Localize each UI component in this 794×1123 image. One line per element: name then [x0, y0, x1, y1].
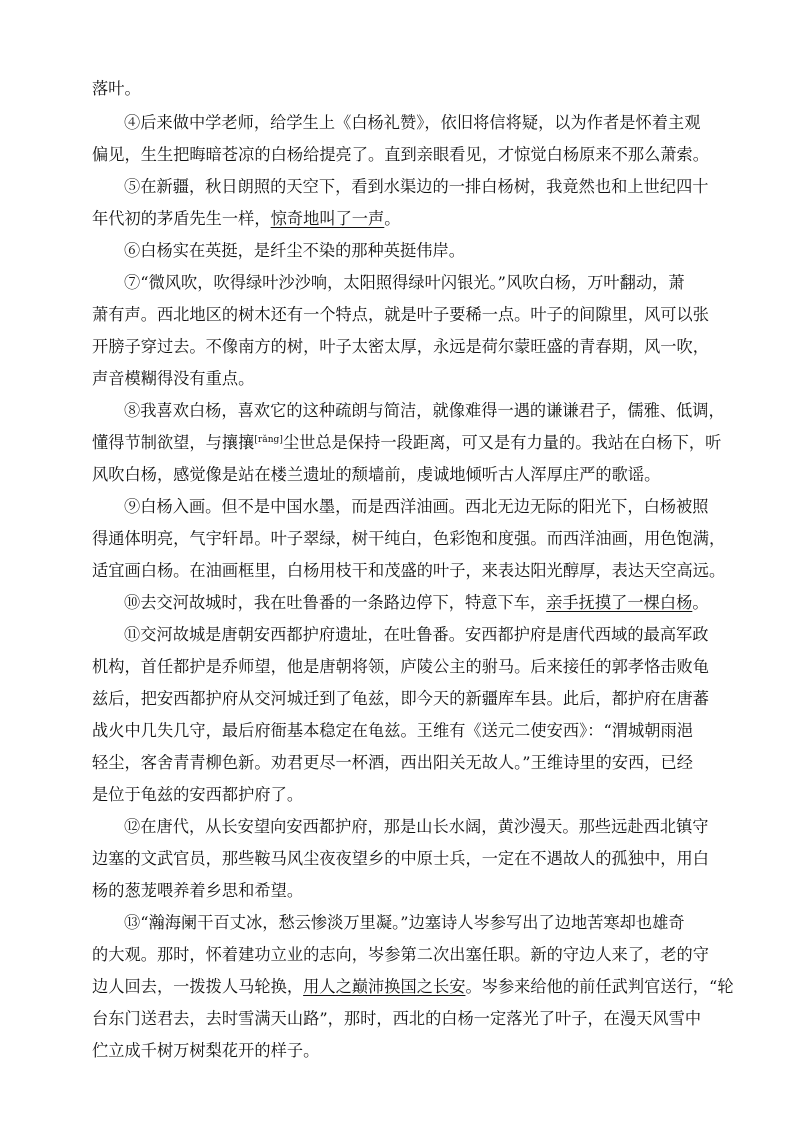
text-line: 开膀子穿过去。不像南方的树，叶子太密太厚，永远是荷尔蒙旺盛的青春期，风一吹，	[92, 337, 710, 356]
text-line: 得通体明亮，气宇轩昂。叶子翠绿，树干纯白，色彩饱和度强。而西洋油画，用色饱满，	[92, 529, 726, 548]
underlined-phrase: 亲手抚摸了一棵白杨	[546, 593, 693, 612]
paragraph-8-line: ⑧我喜欢白杨，喜欢它的这种疏朗与简洁，就像难得一遇的谦谦君子，儒雅、低调，	[124, 401, 725, 420]
text-line: 是位于龟兹的安西都护府了。	[92, 785, 304, 804]
text-line: 机构，首任都护是乔师望，他是唐朝将领，庐陵公主的驸马。后来接任的郭孝恪击败龟	[92, 657, 710, 676]
text-line: 风吹白杨，感觉像是站在楼兰遗址的颓墙前，虔诚地倾听古人浑厚庄严的歌谣。	[92, 465, 661, 484]
text-line: 年代初的茅盾先生一样，惊奇地叫了一声。	[92, 209, 401, 228]
text-line: 台东门送君去，去时雪满天山路”，那时，西北的白杨一定落光了叶子，在漫天风雪中	[92, 1009, 702, 1028]
text-line: 适宜画白杨。在油画框里，白杨用枝干和茂盛的叶子，来表达阳光醇厚，表达天空高远。	[92, 561, 726, 580]
text-line: 轻尘，客舍青青柳色新。劝君更尽一杯酒，西出阳关无故人。”王维诗里的安西，已经	[92, 753, 694, 772]
text-line: 懂得节制欲望，与攘攘[rǎng]尘世总是保持一段距离，可又是有力量的。我站在白杨下，听	[92, 433, 722, 452]
text-line: 声音模糊得没有重点。	[92, 369, 255, 388]
text-line: 萧有声。西北地区的树木还有一个特点，就是叶子要稀一点。叶子的间隙里，风可以张	[92, 305, 710, 324]
paragraph-9-line: ⑨白杨入画。但不是中国水墨，而是西洋油画。西北无边无际的阳光下，白杨被照	[124, 497, 709, 516]
text-line: 杨的葱茏喂养着乡思和希望。	[92, 881, 304, 900]
paragraph-6-line: ⑥白杨实在英挺，是纤尘不染的那种英挺伟岸。	[124, 241, 465, 260]
paragraph-13-line: ⑬“瀚海阑干百丈冰，愁云惨淡万里凝。”边塞诗人岑参写出了边地苦寒却也雄奇	[124, 913, 685, 932]
text-line: 兹后，把安西都护府从交河城迁到了龟兹，即今天的新疆库车县。此后，都护府在唐蕃	[92, 689, 710, 708]
text-line: 边塞的文武官员，那些鞍马风尘夜夜望乡的中原士兵，一定在不遇故人的孤独中，用白	[92, 849, 710, 868]
paragraph-5-line: ⑤在新疆，秋日朗照的天空下，看到水渠边的一排白杨树，我竟然也和上世纪四十	[124, 177, 709, 196]
paragraph-12-line: ⑫在唐代，从长安望向安西都护府，那是山长水阔，黄沙漫天。那些远赴西北镇守	[124, 817, 709, 836]
text-line: 边人回去，一拨拨人马轮换，用人之巅沛换国之长安。岑参来给他的前任武判官送行，“轮	[92, 977, 734, 996]
paragraph-4-line: ④后来做中学老师，给学生上《白杨礼赞》，依旧将信将疑，以为作者是怀着主观	[124, 113, 701, 132]
paragraph-11-line: ⑪交河故城是唐朝安西都护府遗址，在吐鲁番。安西都护府是唐代西域的最高军政	[124, 625, 709, 644]
underlined-phrase: 惊奇地叫了一声	[270, 209, 385, 228]
paragraph-7-line: ⑦“微风吹，吹得绿叶沙沙响，太阳照得绿叶闪银光。”风吹白杨，万叶翻动，萧	[124, 273, 685, 292]
underlined-phrase: 用人之巅沛换国之长安	[303, 977, 466, 996]
paragraph-10-line: ⑩去交河故城时，我在吐鲁番的一条路边停下，特意下车，亲手抚摸了一棵白杨。	[124, 593, 709, 612]
text-line: 落叶。	[92, 79, 141, 98]
pinyin-annotation: [rǎng]	[254, 435, 283, 445]
text-line: 战火中几失几守，最后府衙基本稳定在龟兹。王维有《送元二使安西》：“渭城朝雨浥	[92, 721, 694, 740]
text-line: 的大观。那时，怀着建功立业的志向，岑参第二次出塞任职。新的守边人来了，老的守	[92, 945, 710, 964]
text-line: 偏见，生生把晦暗苍凉的白杨给提亮了。直到亲眼看见，才惊觉白杨原来不那么萧索。	[92, 145, 710, 164]
text-line: 伫立成千树万树梨花开的样子。	[92, 1041, 320, 1060]
